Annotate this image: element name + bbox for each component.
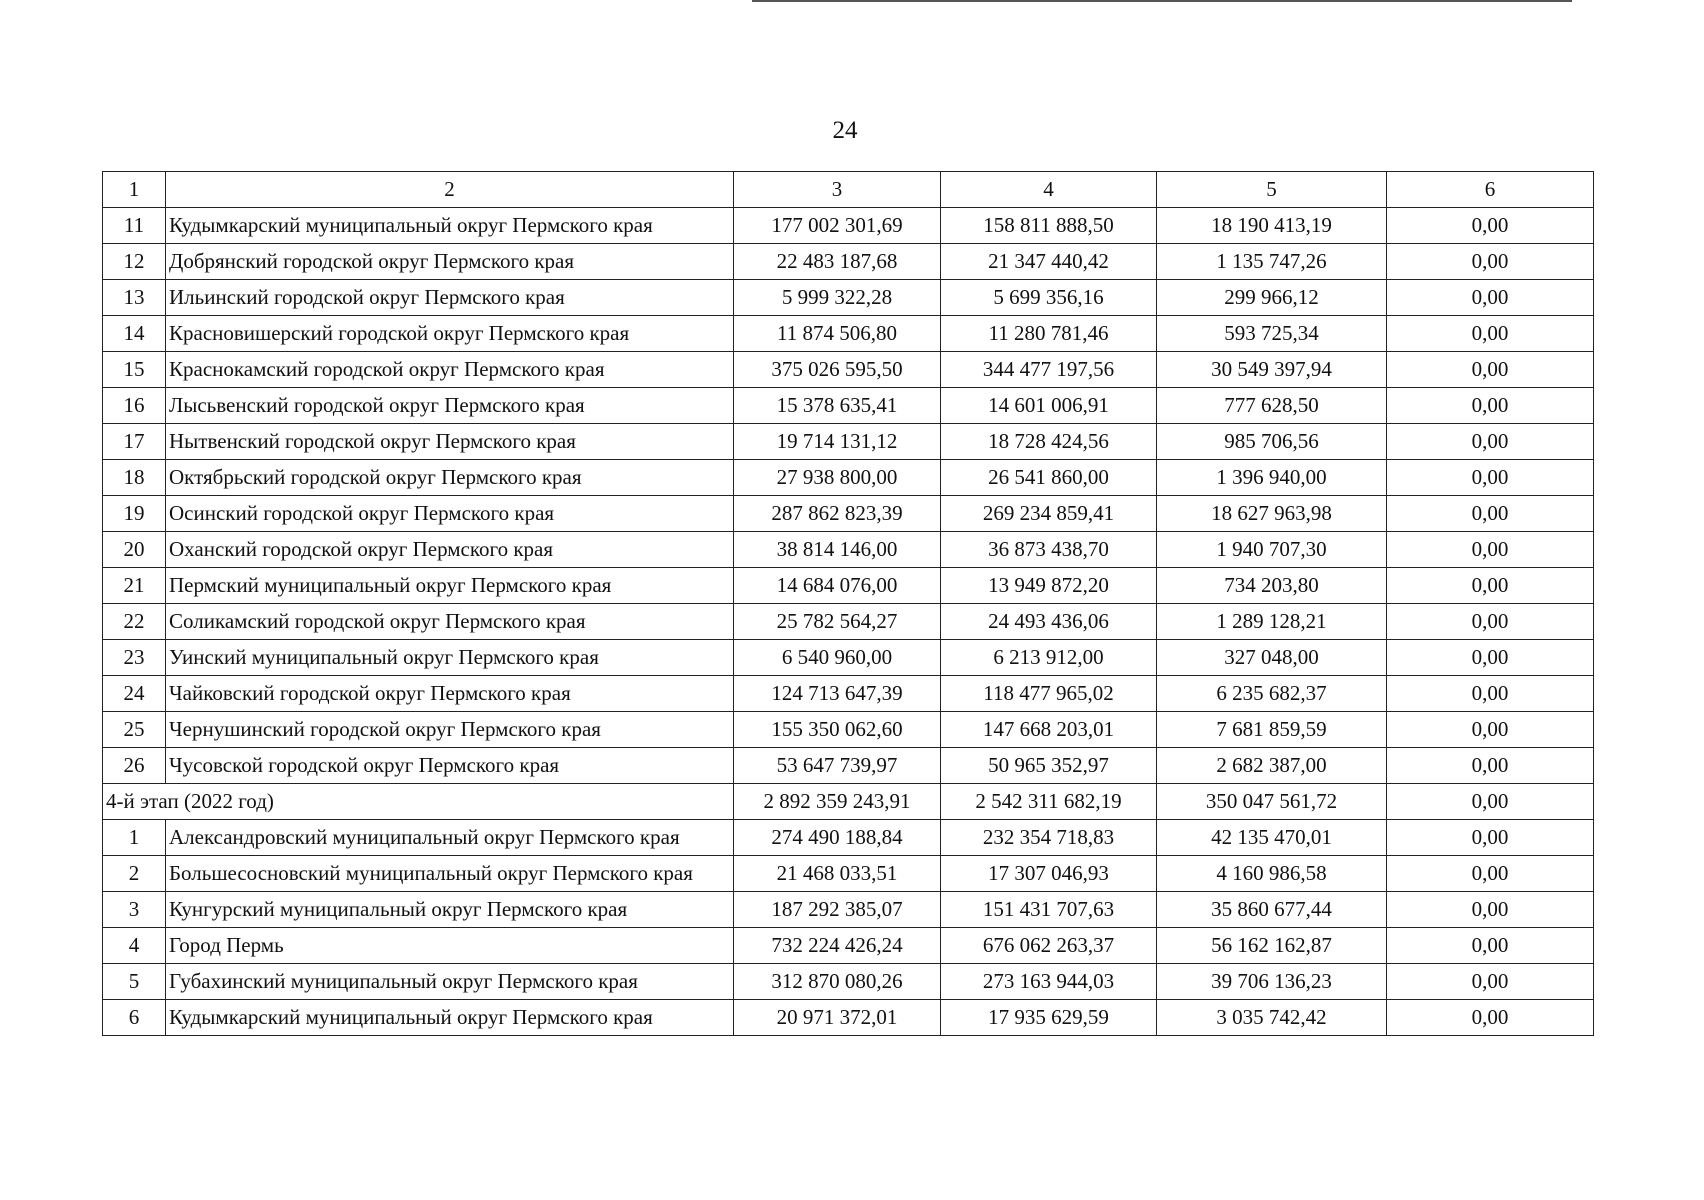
cell-municipality-name: Добрянский городской округ Пермского края: [166, 244, 734, 280]
cell-col-6: 0,00: [1387, 244, 1594, 280]
cell-municipality-name: Осинский городской округ Пермского края: [166, 496, 734, 532]
cell-col-4: 18 728 424,56: [941, 424, 1157, 460]
cell-col-3: 38 814 146,00: [734, 532, 941, 568]
cell-col-5: 4 160 986,58: [1157, 856, 1387, 892]
cell-col-5: 6 235 682,37: [1157, 676, 1387, 712]
cell-col-5: 299 966,12: [1157, 280, 1387, 316]
cell-col-4: 158 811 888,50: [941, 208, 1157, 244]
cell-col-5: 18 190 413,19: [1157, 208, 1387, 244]
cell-municipality-name: Кудымкарский муниципальный округ Пермского края: [166, 208, 734, 244]
cell-col-4: 273 163 944,03: [941, 964, 1157, 1000]
cell-col-6: 0,00: [1387, 424, 1594, 460]
cell-col-3: 287 862 823,39: [734, 496, 941, 532]
cell-row-number: 22: [103, 604, 166, 640]
cell-col-3: 11 874 506,80: [734, 316, 941, 352]
header-col-1: 1: [103, 172, 166, 208]
table-row: [103, 856, 1594, 892]
cell-col-5: 734 203,80: [1157, 568, 1387, 604]
cell-col-3: 375 026 595,50: [734, 352, 941, 388]
cell-col-3: 20 971 372,01: [734, 1000, 941, 1036]
table-row: [103, 568, 1594, 604]
cell-col-3: 19 714 131,12: [734, 424, 941, 460]
stage-label: 4-й этап (2022 год): [103, 784, 734, 820]
cell-row-number: 6: [103, 1000, 166, 1036]
cell-municipality-name: Чайковский городской округ Пермского края: [166, 676, 734, 712]
table-row: [103, 640, 1594, 676]
cell-municipality-name: Октябрьский городской округ Пермского края: [166, 460, 734, 496]
cell-row-number: 20: [103, 532, 166, 568]
table-row: [103, 964, 1594, 1000]
table-row: [103, 424, 1594, 460]
table-row: [103, 604, 1594, 640]
cell-municipality-name: Нытвенский городской округ Пермского края: [166, 424, 734, 460]
cell-col-5: 2 682 387,00: [1157, 748, 1387, 784]
cell-municipality-name: Пермский муниципальный округ Пермского края: [166, 568, 734, 604]
cell-col-4: 676 062 263,37: [941, 928, 1157, 964]
cell-col-6: 0,00: [1387, 712, 1594, 748]
cell-col-6: 0,00: [1387, 676, 1594, 712]
table-row: [103, 244, 1594, 280]
cell-col-4: 17 307 046,93: [941, 856, 1157, 892]
cell-row-number: 14: [103, 316, 166, 352]
cell-row-number: 3: [103, 892, 166, 928]
cell-col-3: 5 999 322,28: [734, 280, 941, 316]
cell-col-5: 777 628,50: [1157, 388, 1387, 424]
cell-col-4: 13 949 872,20: [941, 568, 1157, 604]
cell-col-5: 7 681 859,59: [1157, 712, 1387, 748]
cell-col-4: 151 431 707,63: [941, 892, 1157, 928]
cell-col-3: 21 468 033,51: [734, 856, 941, 892]
header-col-3: 3: [734, 172, 941, 208]
cell-col-3: 25 782 564,27: [734, 604, 941, 640]
cell-col-4: 118 477 965,02: [941, 676, 1157, 712]
cell-col-6: 0,00: [1387, 604, 1594, 640]
cell-row-number: 23: [103, 640, 166, 676]
cell-municipality-name: Оханский городской округ Пермского края: [166, 532, 734, 568]
cell-col-4: 2 542 311 682,19: [941, 784, 1157, 820]
cell-col-6: 0,00: [1387, 208, 1594, 244]
table-row: [103, 928, 1594, 964]
cell-row-number: 13: [103, 280, 166, 316]
cell-col-4: 24 493 436,06: [941, 604, 1157, 640]
cell-municipality-name: Кудымкарский муниципальный округ Пермского края: [166, 1000, 734, 1036]
table-row: [103, 316, 1594, 352]
cell-row-number: 1: [103, 820, 166, 856]
table-row: [103, 496, 1594, 532]
cell-municipality-name: Ильинский городской округ Пермского края: [166, 280, 734, 316]
cell-municipality-name: Краснокамский городской округ Пермского края: [166, 352, 734, 388]
cell-row-number: 17: [103, 424, 166, 460]
cell-col-6: 0,00: [1387, 964, 1594, 1000]
cell-col-3: 274 490 188,84: [734, 820, 941, 856]
cell-municipality-name: Александровский муниципальный округ Пермского края: [166, 820, 734, 856]
cell-col-6: 0,00: [1387, 856, 1594, 892]
cell-col-3: 124 713 647,39: [734, 676, 941, 712]
cell-col-6: 0,00: [1387, 928, 1594, 964]
cell-municipality-name: Лысьвенский городской округ Пермского края: [166, 388, 734, 424]
cell-municipality-name: Кунгурский муниципальный округ Пермского края: [166, 892, 734, 928]
cell-col-5: 1 940 707,30: [1157, 532, 1387, 568]
cell-municipality-name: Губахинский муниципальный округ Пермского края: [166, 964, 734, 1000]
table-row: [103, 712, 1594, 748]
cell-row-number: 15: [103, 352, 166, 388]
cell-municipality-name: Уинский муниципальный округ Пермского края: [166, 640, 734, 676]
table-row: [103, 1000, 1594, 1036]
budget-table: [102, 171, 1594, 1036]
header-col-5: 5: [1157, 172, 1387, 208]
cell-col-4: 11 280 781,46: [941, 316, 1157, 352]
cell-col-6: 0,00: [1387, 280, 1594, 316]
cell-municipality-name: Красновишерский городской округ Пермского края: [166, 316, 734, 352]
cell-col-6: 0,00: [1387, 496, 1594, 532]
cell-col-4: 50 965 352,97: [941, 748, 1157, 784]
cell-row-number: 25: [103, 712, 166, 748]
cell-row-number: 4: [103, 928, 166, 964]
page-number: 24: [832, 117, 858, 144]
cell-col-3: 177 002 301,69: [734, 208, 941, 244]
cell-col-5: 350 047 561,72: [1157, 784, 1387, 820]
cell-col-4: 147 668 203,01: [941, 712, 1157, 748]
table-row: [103, 820, 1594, 856]
table-row: [103, 532, 1594, 568]
cell-col-3: 187 292 385,07: [734, 892, 941, 928]
cell-col-3: 22 483 187,68: [734, 244, 941, 280]
cell-col-3: 14 684 076,00: [734, 568, 941, 604]
cell-row-number: 21: [103, 568, 166, 604]
cell-col-6: 0,00: [1387, 640, 1594, 676]
cell-col-5: 327 048,00: [1157, 640, 1387, 676]
cell-col-4: 26 541 860,00: [941, 460, 1157, 496]
cell-col-4: 232 354 718,83: [941, 820, 1157, 856]
cell-col-4: 5 699 356,16: [941, 280, 1157, 316]
cell-col-5: 56 162 162,87: [1157, 928, 1387, 964]
table-row: [103, 460, 1594, 496]
cell-col-5: 593 725,34: [1157, 316, 1387, 352]
cell-col-6: 0,00: [1387, 1000, 1594, 1036]
cell-row-number: 18: [103, 460, 166, 496]
cell-col-6: 0,00: [1387, 388, 1594, 424]
cell-col-3: 312 870 080,26: [734, 964, 941, 1000]
cell-col-6: 0,00: [1387, 784, 1594, 820]
cell-col-6: 0,00: [1387, 568, 1594, 604]
header-col-2: 2: [166, 172, 734, 208]
table-row: [103, 892, 1594, 928]
cell-col-4: 21 347 440,42: [941, 244, 1157, 280]
cell-municipality-name: Чусовской городской округ Пермского края: [166, 748, 734, 784]
cell-col-3: 15 378 635,41: [734, 388, 941, 424]
cell-col-4: 269 234 859,41: [941, 496, 1157, 532]
cell-row-number: 19: [103, 496, 166, 532]
cell-col-4: 344 477 197,56: [941, 352, 1157, 388]
cell-col-3: 732 224 426,24: [734, 928, 941, 964]
cell-col-6: 0,00: [1387, 892, 1594, 928]
cell-municipality-name: Соликамский городской округ Пермского края: [166, 604, 734, 640]
header-col-6: 6: [1387, 172, 1594, 208]
cell-col-4: 6 213 912,00: [941, 640, 1157, 676]
cell-col-4: 17 935 629,59: [941, 1000, 1157, 1036]
cell-row-number: 24: [103, 676, 166, 712]
cell-col-5: 1 135 747,26: [1157, 244, 1387, 280]
table-row: [103, 388, 1594, 424]
table-row: [103, 676, 1594, 712]
cell-row-number: 5: [103, 964, 166, 1000]
table-row: [103, 280, 1594, 316]
header-col-4: 4: [941, 172, 1157, 208]
cell-col-6: 0,00: [1387, 460, 1594, 496]
cell-municipality-name: Чернушинский городской округ Пермского края: [166, 712, 734, 748]
cell-row-number: 2: [103, 856, 166, 892]
top-edge-rule: [752, 0, 1572, 2]
cell-col-6: 0,00: [1387, 316, 1594, 352]
cell-col-3: 155 350 062,60: [734, 712, 941, 748]
column-number-row: [103, 172, 1594, 208]
cell-col-4: 36 873 438,70: [941, 532, 1157, 568]
cell-col-6: 0,00: [1387, 532, 1594, 568]
cell-col-5: 30 549 397,94: [1157, 352, 1387, 388]
cell-col-3: 6 540 960,00: [734, 640, 941, 676]
cell-row-number: 11: [103, 208, 166, 244]
table-row: [103, 748, 1594, 784]
cell-row-number: 26: [103, 748, 166, 784]
table-row: [103, 208, 1594, 244]
cell-col-3: 2 892 359 243,91: [734, 784, 941, 820]
table-row: [103, 352, 1594, 388]
cell-municipality-name: Город Пермь: [166, 928, 734, 964]
cell-col-4: 14 601 006,91: [941, 388, 1157, 424]
cell-col-6: 0,00: [1387, 748, 1594, 784]
cell-row-number: 12: [103, 244, 166, 280]
cell-col-5: 3 035 742,42: [1157, 1000, 1387, 1036]
cell-col-6: 0,00: [1387, 820, 1594, 856]
cell-municipality-name: Большесосновский муниципальный округ Пермского края: [166, 856, 734, 892]
cell-col-5: 1 396 940,00: [1157, 460, 1387, 496]
stage-summary-row: [103, 784, 1594, 820]
cell-row-number: 16: [103, 388, 166, 424]
cell-col-5: 35 860 677,44: [1157, 892, 1387, 928]
cell-col-3: 27 938 800,00: [734, 460, 941, 496]
cell-col-3: 53 647 739,97: [734, 748, 941, 784]
cell-col-5: 18 627 963,98: [1157, 496, 1387, 532]
cell-col-6: 0,00: [1387, 352, 1594, 388]
cell-col-5: 42 135 470,01: [1157, 820, 1387, 856]
cell-col-5: 985 706,56: [1157, 424, 1387, 460]
cell-col-5: 1 289 128,21: [1157, 604, 1387, 640]
cell-col-5: 39 706 136,23: [1157, 964, 1387, 1000]
